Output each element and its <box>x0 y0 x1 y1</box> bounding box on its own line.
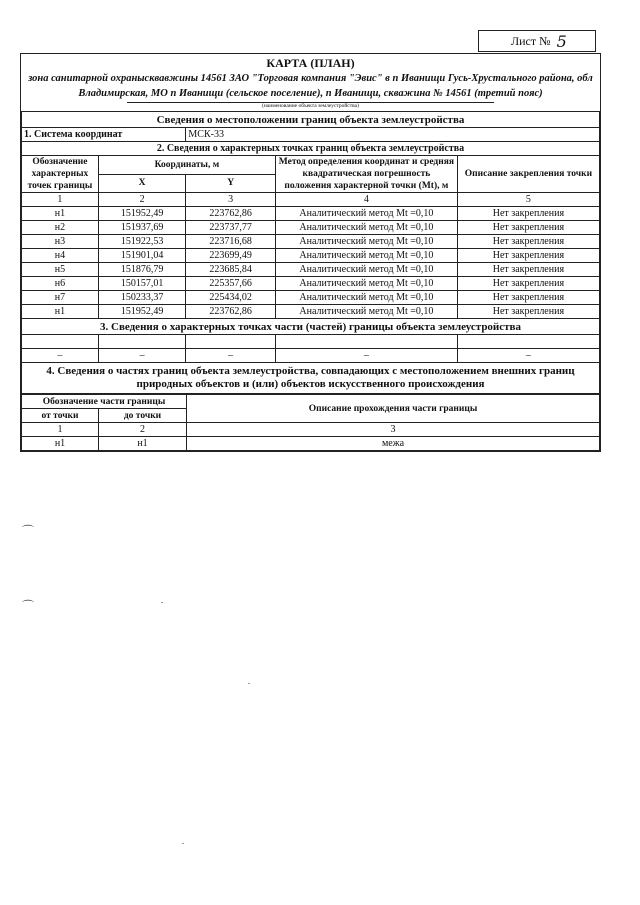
point-row <box>22 207 600 221</box>
point-row <box>22 221 600 235</box>
point-y: 223716,68 <box>186 235 276 249</box>
section3-title: 3. Сведения о характерных точках части (частей) границы объекта землеустройства <box>22 319 600 335</box>
point-description: Нет закрепления <box>457 277 599 291</box>
section4-row <box>22 437 600 451</box>
point-id: н1 <box>22 207 99 221</box>
dash-cell: – <box>186 349 276 363</box>
point-y: 223737,77 <box>186 221 276 235</box>
point-y: 223762,86 <box>186 207 276 221</box>
hole-punch-mark: ⌒ <box>22 524 35 538</box>
point-x: 150157,01 <box>98 277 186 291</box>
document-header <box>21 54 600 109</box>
section3-dash-row <box>22 349 600 363</box>
col-to-header: до точки <box>99 409 187 423</box>
dash-cell: – <box>275 349 457 363</box>
point-row <box>22 277 600 291</box>
part-description: межа <box>187 437 600 451</box>
point-method: Аналитический метод Mt =0,10 <box>275 221 457 235</box>
column-numbers-row <box>22 193 600 207</box>
document-title: КАРТА (ПЛАН) <box>266 56 355 70</box>
col-method-header: Метод определения координат и средняя квадратическая погрешность положения характерной точки (Mt), м <box>275 156 457 193</box>
point-row <box>22 305 600 319</box>
section2-title: 2. Сведения о характерных точках границ объекта землеустройства <box>22 142 600 156</box>
col-num: 3 <box>186 193 276 207</box>
from-point: н1 <box>22 437 99 451</box>
point-method: Аналитический метод Mt =0,10 <box>275 277 457 291</box>
col-from-header: от точки <box>22 409 99 423</box>
point-y: 225434,02 <box>186 291 276 305</box>
sheet-number: 5 <box>556 31 567 51</box>
point-y: 223685,84 <box>186 263 276 277</box>
point-row <box>22 263 600 277</box>
point-method: Аналитический метод Mt =0,10 <box>275 305 457 319</box>
col-part-desc-header: Описание прохождения части границы <box>187 395 600 423</box>
point-description: Нет закрепления <box>457 221 599 235</box>
sheet-number-box <box>478 30 596 52</box>
point-id: н3 <box>22 235 99 249</box>
point-id: н5 <box>22 263 99 277</box>
dash-cell: – <box>98 349 186 363</box>
point-method: Аналитический метод Mt =0,10 <box>275 207 457 221</box>
col-num: 2 <box>98 193 186 207</box>
col-point-header: Обозначение характерных точек границы <box>22 156 99 193</box>
point-x: 151901,04 <box>98 249 186 263</box>
col-coords-header: Координаты, м <box>98 156 275 175</box>
hole-punch-mark: ⌒ <box>22 599 35 613</box>
boundaries-table <box>21 111 600 394</box>
sheet-label: Лист № <box>511 33 551 48</box>
document-frame <box>20 53 601 452</box>
document-subtitle: зона санитарной охранысквавжины 14561 ЗАО "Торговая компания "Эвис" в п Иванищи Гусь-Хрустального района, обл Владимирская, МО п Иванищи (сельское поселение), п Иванищи, скважина № 14561 (третий пояс) <box>28 73 593 99</box>
point-x: 151952,49 <box>98 207 186 221</box>
point-id: н1 <box>22 305 99 319</box>
point-y: 223699,49 <box>186 249 276 263</box>
col-num: 5 <box>457 193 599 207</box>
col-desc-header: Описание закрепления точки <box>457 156 599 193</box>
dash-cell: – <box>22 349 99 363</box>
section4-title: 4. Сведения о частях границ объекта землеустройства, совпадающих с местоположением внешних границ природных объектов и (или) объектов искусственного происхождения <box>22 363 600 394</box>
point-description: Нет закрепления <box>457 263 599 277</box>
col-y-header: Y <box>186 174 276 193</box>
point-y: 223762,86 <box>186 305 276 319</box>
to-point: н1 <box>99 437 187 451</box>
point-method: Аналитический метод Mt =0,10 <box>275 235 457 249</box>
point-description: Нет закрепления <box>457 305 599 319</box>
col-num: 4 <box>275 193 457 207</box>
coord-system-value: МСК-33 <box>186 128 600 142</box>
point-method: Аналитический метод Mt =0,10 <box>275 291 457 305</box>
point-description: Нет закрепления <box>457 291 599 305</box>
point-id: н4 <box>22 249 99 263</box>
point-description: Нет закрепления <box>457 235 599 249</box>
point-x: 151952,49 <box>98 305 186 319</box>
point-method: Аналитический метод Mt =0,10 <box>275 263 457 277</box>
point-x: 151937,69 <box>98 221 186 235</box>
scan-speck <box>161 602 163 603</box>
point-y: 225357,66 <box>186 277 276 291</box>
point-id: н7 <box>22 291 99 305</box>
point-description: Нет закрепления <box>457 249 599 263</box>
section-main-title: Сведения о местоположении границ объекта землеустройства <box>22 112 600 128</box>
section4-table <box>21 394 600 451</box>
point-description: Нет закрепления <box>457 207 599 221</box>
col-num: 1 <box>22 193 99 207</box>
dash-cell: – <box>457 349 599 363</box>
coord-system-label: 1. Система координат <box>22 128 186 142</box>
point-method: Аналитический метод Mt =0,10 <box>275 249 457 263</box>
point-x: 151922,53 <box>98 235 186 249</box>
col-num: 2 <box>99 423 187 437</box>
subtitle-caption: (наименование объекта землеустройства) <box>127 102 494 109</box>
point-id: н6 <box>22 277 99 291</box>
point-row <box>22 291 600 305</box>
point-x: 151876,79 <box>98 263 186 277</box>
scan-speck <box>248 683 250 684</box>
point-row <box>22 235 600 249</box>
col-part-header: Обозначение части границы <box>22 395 187 409</box>
col-num: 3 <box>187 423 600 437</box>
point-x: 150233,37 <box>98 291 186 305</box>
points-rows <box>22 207 600 319</box>
point-id: н2 <box>22 221 99 235</box>
point-row <box>22 249 600 263</box>
col-num: 1 <box>22 423 99 437</box>
col-x-header: X <box>98 174 186 193</box>
scan-speck <box>182 843 184 844</box>
